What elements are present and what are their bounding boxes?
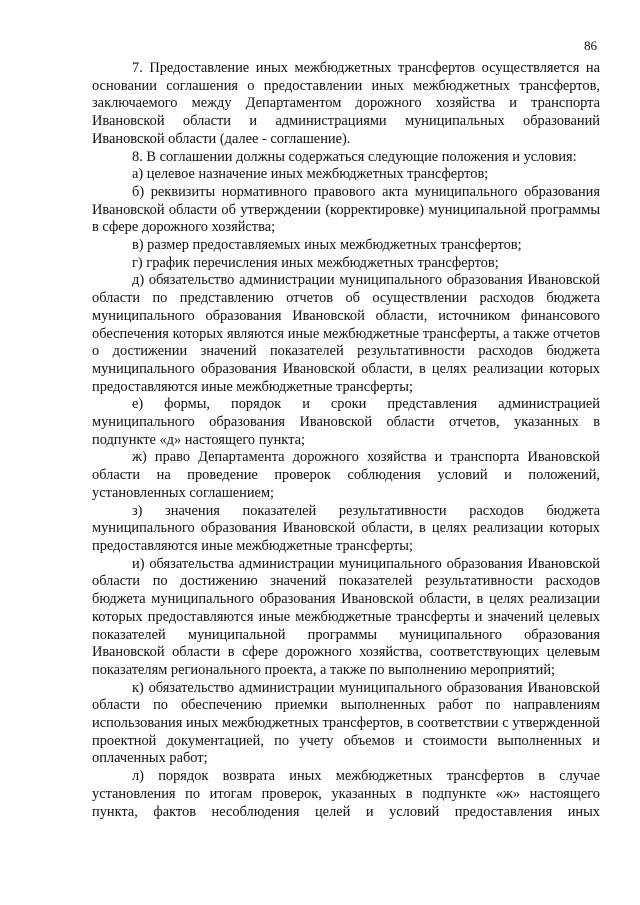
subparagraph-e: е) формы, порядок и сроки представления администрацией муниципального образования Ивановской области отчетов, указанных в подпункте «д» настоящего пункта; xyxy=(92,396,600,448)
subparagraph-l: л) порядок возврата иных межбюджетных трансфертов в случае установления по итогам проверок, указанных в подпункте «ж» настоящего пункта, фактов несоблюдения целей и условий предоставления иных xyxy=(92,768,600,820)
paragraph-8-agreement-conditions: 8. В соглашении должны содержаться следующие положения и условия: xyxy=(132,148,577,165)
subparagraph-a: а) целевое назначение иных межбюджетных трансфертов; xyxy=(132,166,489,183)
subparagraph-k: к) обязательство администрации муниципального образования Ивановской области по обеспечению приемки выполненных работ по направлениям использования иных межбюджетных трансфертов, в соответствии с утвержденной проектной документацией, по учету объемов и стоимости выполненных и оплаченных работ; xyxy=(92,679,600,767)
subparagraph-zh: ж) право Департамента дорожного хозяйства и транспорта Ивановской области на проведение проверок соблюдения условий и положений, установленных соглашением; xyxy=(92,449,600,501)
subparagraph-z: з) значения показателей результативности расходов бюджета муниципального образования Ивановской области, в целях реализации которых предоставляются иные межбюджетные трансферты; xyxy=(92,502,600,554)
document-body xyxy=(92,60,600,821)
subparagraph-b: б) реквизиты нормативного правового акта муниципального образования Ивановской области об утверждении (корректировке) муниципальной программы в сфере дорожного хозяйства; xyxy=(92,183,600,236)
subparagraph-g: г) график перечисления иных межбюджетных трансфертов; xyxy=(132,254,499,271)
subparagraph-d: д) обязательство администрации муниципального образования Ивановской области по представлению отчетов об осуществлении расходов бюджета муниципального образования Ивановской области, источником финансового обеспечения которых являются иные межбюджетные трансферты, а также отчетов о достижении значений показателей результативности расходов бюджета муниципального образования Ивановской области, в целях реализации которых предоставляются иные межбюджетные трансферты; xyxy=(92,272,600,395)
subparagraph-v: в) размер предоставляемых иных межбюджетных трансфертов; xyxy=(132,237,522,254)
subparagraph-i: и) обязательства администрации муниципального образования Ивановской области по достижению значений показателей результативности расходов бюджета муниципального образования Ивановской области, в целях реализации которых предоставляются иные межбюджетные трансферты и значений целевых показателей муниципальной программы муниципального образования Ивановской области в сфере дорожного хозяйства, соответствующих целевым показателям регионального проекта, а также по выполнению мероприятий; xyxy=(92,555,600,678)
paragraph-7-agreement-basis: 7. Предоставление иных межбюджетных трансфертов осуществляется на основании соглашения о предоставлении иных межбюджетных трансфертов, заключаемого между Департаментом дорожного хозяйства и транспорта Ивановской области и администрациями муниципальных образований Ивановской области (далее - соглашение). xyxy=(92,60,600,147)
page-number: 86 xyxy=(584,38,597,53)
